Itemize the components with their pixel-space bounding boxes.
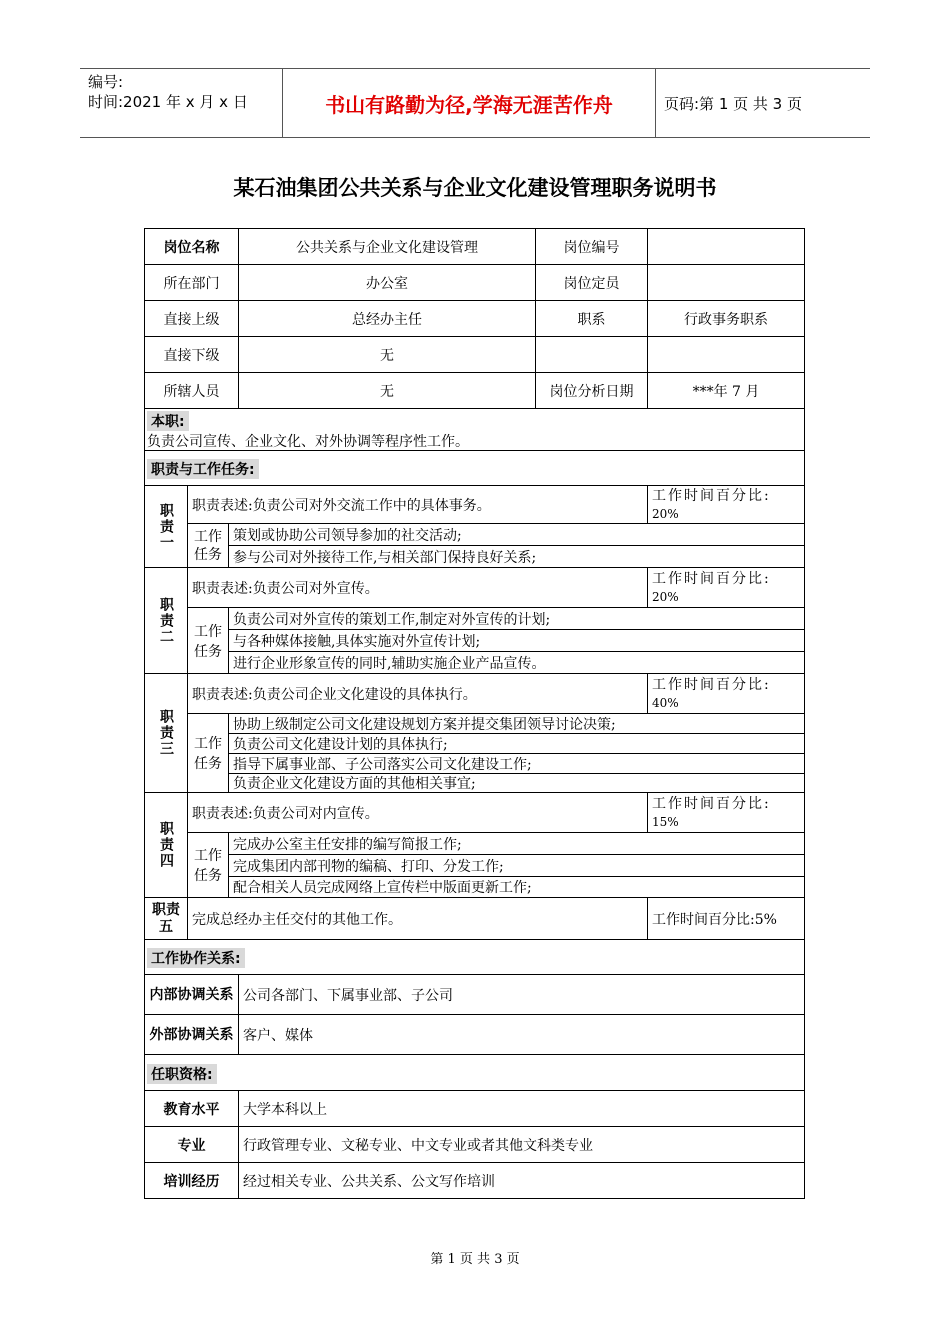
coop-section-header xyxy=(144,939,805,975)
header-page-label: 页码:第 1 页 共 3 页 xyxy=(664,95,802,113)
training-value: 经过相关专业、公共关系、公文写作培训 xyxy=(238,1162,805,1199)
empty-cell xyxy=(535,336,648,373)
number-label: 编号: xyxy=(88,73,124,91)
header-meta xyxy=(88,72,248,112)
quota-value xyxy=(647,264,805,301)
analysis-date-label: 岗位分析日期 xyxy=(535,372,648,409)
task-item: 协助上级制定公司文化建设规划方案并提交集团领导讨论决策; xyxy=(228,713,805,734)
post-name-value: 公共关系与企业文化建设管理 xyxy=(238,228,536,265)
duty-time: 工作时间百分比:5% xyxy=(647,897,805,940)
duty-name: 职责三 xyxy=(144,673,188,793)
internal-coop-label: 内部协调关系 xyxy=(144,974,239,1015)
series-value: 行政事务职系 xyxy=(647,300,805,337)
series-label: 职系 xyxy=(535,300,648,337)
task-item: 与各种媒体接触,具体实施对外宣传计划; xyxy=(228,629,805,652)
task-word: 工作任务 xyxy=(187,607,229,674)
task-word: 工作任务 xyxy=(187,713,229,793)
duty-name: 职责四 xyxy=(144,792,188,898)
task-item: 负责公司对外宣传的策划工作,制定对外宣传的计划; xyxy=(228,607,805,630)
edu-value: 大学本科以上 xyxy=(238,1090,805,1127)
staff-label: 所辖人员 xyxy=(144,372,239,409)
task-item: 进行企业形象宣传的同时,辅助实施企业产品宣传。 xyxy=(228,651,805,674)
major-value: 行政管理专业、文秘专业、中文专业或者其他文科类专业 xyxy=(238,1126,805,1163)
tasks-section-header xyxy=(144,450,805,486)
task-item: 参与公司对外接待工作,与相关部门保持良好关系; xyxy=(228,545,805,568)
post-no-label: 岗位编号 xyxy=(535,228,648,265)
dept-label: 所在部门 xyxy=(144,264,239,301)
task-word: 工作任务 xyxy=(187,523,229,568)
duty-name: 职责五 xyxy=(144,897,188,940)
duty-desc: 职责表述:负责公司企业文化建设的具体执行。 xyxy=(187,673,648,714)
duty-time: 工作时间百分比: 20% xyxy=(647,567,805,608)
duty-text: 负责公司宣传、企业文化、对外协调等程序性工作。 xyxy=(147,434,469,450)
duty-desc: 完成总经办主任交付的其他工作。 xyxy=(187,897,648,940)
duty-time: 工作时间百分比: 15% xyxy=(647,792,805,833)
quota-label: 岗位定员 xyxy=(535,264,648,301)
training-label: 培训经历 xyxy=(144,1162,239,1199)
external-coop-label: 外部协调关系 xyxy=(144,1014,239,1055)
subordinate-label: 直接下级 xyxy=(144,336,239,373)
qual-label: 任职资格: xyxy=(147,1064,217,1084)
task-item: 配合相关人员完成网络上宣传栏中版面更新工作; xyxy=(228,876,805,898)
task-word: 工作任务 xyxy=(187,832,229,898)
coop-label: 工作协作关系: xyxy=(147,948,245,968)
post-no-value xyxy=(647,228,805,265)
duty-desc: 职责表述:负责公司对外宣传。 xyxy=(187,567,648,608)
duty-label: 本职: xyxy=(147,411,189,431)
page-header xyxy=(80,68,870,138)
task-item: 策划或协助公司领导参加的社交活动; xyxy=(228,523,805,546)
dept-value: 办公室 xyxy=(238,264,536,301)
page-footer: 第 1 页 共 3 页 xyxy=(430,1252,520,1267)
duty-time: 工作时间百分比: 40% xyxy=(647,673,805,714)
header-motto: 书山有路勤为径,学海无涯苦作舟 xyxy=(282,69,656,137)
task-item: 指导下属事业部、子公司落实公司文化建设工作; xyxy=(228,753,805,774)
duty-desc: 职责表述:负责公司对内宣传。 xyxy=(187,792,648,833)
task-item: 完成集团内部刊物的编稿、打印、分发工作; xyxy=(228,854,805,877)
tasks-label: 职责与工作任务: xyxy=(147,459,259,479)
internal-coop-value: 公司各部门、下属事业部、子公司 xyxy=(238,974,805,1015)
edu-label: 教育水平 xyxy=(144,1090,239,1127)
qual-section-header xyxy=(144,1054,805,1091)
subordinate-value: 无 xyxy=(238,336,536,373)
external-coop-value: 客户、媒体 xyxy=(238,1014,805,1055)
time-label: 时间:2021 年 x 月 x 日 xyxy=(88,93,248,111)
superior-label: 直接上级 xyxy=(144,300,239,337)
empty-cell xyxy=(647,336,805,373)
document-title: 某石油集团公共关系与企业文化建设管理职务说明书 xyxy=(233,176,717,200)
duty-name: 职责二 xyxy=(144,567,188,674)
superior-value: 总经办主任 xyxy=(238,300,536,337)
staff-value: 无 xyxy=(238,372,536,409)
duty-name: 职责一 xyxy=(144,485,188,568)
post-name-label: 岗位名称 xyxy=(144,228,239,265)
duty-time: 工作时间百分比: 20% xyxy=(647,485,805,524)
duty-section xyxy=(144,408,805,451)
task-item: 负责企业文化建设方面的其他相关事宜; xyxy=(228,773,805,793)
task-item: 负责公司文化建设计划的具体执行; xyxy=(228,733,805,754)
duty-desc: 职责表述:负责公司对外交流工作中的具体事务。 xyxy=(187,485,648,524)
major-label: 专业 xyxy=(144,1126,239,1163)
analysis-date-value: ***年 7 月 xyxy=(647,372,805,409)
task-item: 完成办公室主任安排的编写简报工作; xyxy=(228,832,805,855)
